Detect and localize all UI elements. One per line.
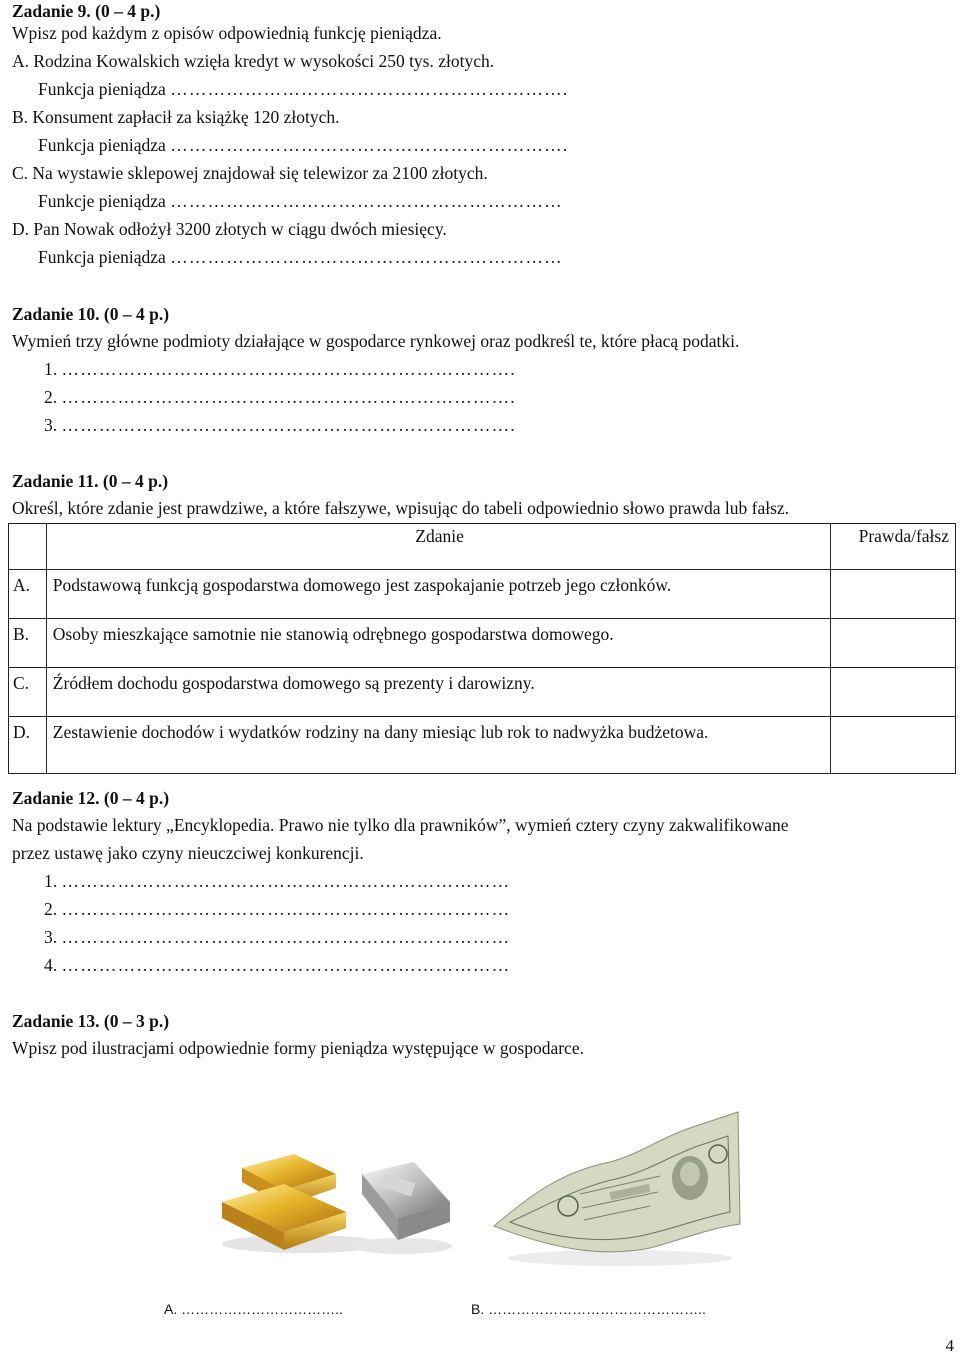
task-12-line-1[interactable]: [44, 870, 510, 892]
answer-label: Funkcje pieniądza: [38, 191, 166, 211]
line-number: 1.: [44, 871, 58, 891]
task-12-line-4[interactable]: [44, 954, 510, 976]
line-number: 1.: [44, 359, 58, 379]
task-12-instruction-2: przez ustawę jako czyny nieuczciwej konkurencji.: [12, 843, 364, 863]
table-row: [9, 668, 956, 717]
true-false-table: [8, 523, 956, 774]
line-number: 2.: [44, 387, 58, 407]
task-11-title: Zadanie 11. (0 – 4 p.): [12, 471, 169, 491]
line-number: 4.: [44, 955, 58, 975]
answer-dots: ………………………………………………………………: [61, 899, 511, 919]
row-letter: D.: [9, 717, 47, 774]
gold-silver-bars-image: [212, 1148, 460, 1258]
task-10-line-1[interactable]: [44, 358, 516, 380]
caption-b[interactable]: B. ………………………………………..: [471, 1301, 706, 1317]
task-10-line-2[interactable]: [44, 386, 516, 408]
answer-cell[interactable]: [831, 619, 956, 668]
task-9-item-d: D. Pan Nowak odłożył 3200 złotych w ciągu dwóch miesięcy.: [12, 219, 447, 239]
task-9-title: Zadanie 9. (0 – 4 p.): [12, 1, 161, 21]
caption-a[interactable]: A. ……………………………..: [164, 1301, 343, 1317]
header-empty-cell: [9, 524, 47, 570]
task-10-line-3[interactable]: [44, 414, 516, 436]
answer-dots: ………………………………………………………: [170, 191, 563, 211]
task-9-instruction: Wpisz pod każdym z opisów odpowiednią funkcję pieniądza.: [12, 23, 442, 43]
answer-dots: ……………………………………………………………….: [61, 359, 516, 379]
row-statement: Zestawienie dochodów i wydatków rodziny na dany miesiąc lub rok to nadwyżka budżetowa.: [46, 717, 831, 774]
task-13-instruction: Wpisz pod ilustracjami odpowiednie formy pieniądza występujące w gospodarce.: [12, 1038, 584, 1058]
table-row: [9, 570, 956, 619]
task-9-answer-a[interactable]: [38, 78, 568, 100]
answer-dots: ………………………………………………………………: [61, 955, 511, 975]
line-number: 3.: [44, 927, 58, 947]
task-9-answer-c[interactable]: [38, 190, 563, 212]
task-12-title: Zadanie 12. (0 – 4 p.): [12, 788, 170, 808]
answer-label: Funkcja pieniądza: [38, 79, 166, 99]
task-12-line-2[interactable]: [44, 898, 510, 920]
answer-dots: ……………………………………………………………….: [61, 387, 516, 407]
table-row: [9, 619, 956, 668]
row-letter: B.: [9, 619, 47, 668]
header-answer: Prawda/fałsz: [831, 524, 956, 570]
answer-dots: ………………………………………………………………: [61, 927, 511, 947]
task-9-item-a: A. Rodzina Kowalskich wzięła kredyt w wysokości 250 tys. złotych.: [12, 51, 495, 71]
answer-dots: ………………………………………………………………: [61, 871, 511, 891]
task-9-answer-d[interactable]: [38, 246, 563, 268]
answer-dots: ……………………………………………………….: [170, 135, 569, 155]
row-statement: Osoby mieszkające samotnie nie stanowią odrębnego gospodarstwa domowego.: [46, 619, 831, 668]
banknote-image: [490, 1108, 742, 1272]
answer-cell[interactable]: [831, 570, 956, 619]
answer-dots: ……………………………………………………………….: [61, 415, 516, 435]
task-9-item-c: C. Na wystawie sklepowej znajdował się telewizor za 2100 złotych.: [12, 163, 488, 183]
header-statement: Zdanie: [46, 524, 831, 570]
task-12-instruction-1: Na podstawie lektury „Encyklopedia. Prawo nie tylko dla prawników”, wymień cztery czyny zakwalifikowane: [12, 815, 789, 835]
answer-label: Funkcja pieniądza: [38, 135, 166, 155]
answer-cell[interactable]: [831, 668, 956, 717]
row-statement: Podstawową funkcją gospodarstwa domowego jest zaspokajanie potrzeb jego członków.: [46, 570, 831, 619]
answer-label: Funkcja pieniądza: [38, 247, 166, 267]
task-11-instruction: Określ, które zdanie jest prawdziwe, a które fałszywe, wpisując do tabeli odpowiednio słowo prawda lub fałsz.: [12, 498, 790, 518]
answer-dots: ……………………………………………………….: [170, 79, 569, 99]
row-statement: Źródłem dochodu gospodarstwa domowego są prezenty i darowizny.: [46, 668, 831, 717]
answer-cell[interactable]: [831, 717, 956, 774]
task-13-title: Zadanie 13. (0 – 3 p.): [12, 1011, 170, 1031]
task-12-line-3[interactable]: [44, 926, 510, 948]
page-number: 4: [945, 1336, 954, 1355]
answer-dots: ………………………………………………………: [170, 247, 563, 267]
row-letter: C.: [9, 668, 47, 717]
line-number: 3.: [44, 415, 58, 435]
row-letter: A.: [9, 570, 47, 619]
task-9-answer-b[interactable]: [38, 134, 568, 156]
task-9-item-b: B. Konsument zapłacił za książkę 120 złotych.: [12, 107, 340, 127]
task-10-instruction: Wymień trzy główne podmioty działające w gospodarce rynkowej oraz podkreśl te, które płacą podatki.: [12, 331, 740, 351]
task-10-title: Zadanie 10. (0 – 4 p.): [12, 304, 170, 324]
line-number: 2.: [44, 899, 58, 919]
table-row: [9, 717, 956, 774]
